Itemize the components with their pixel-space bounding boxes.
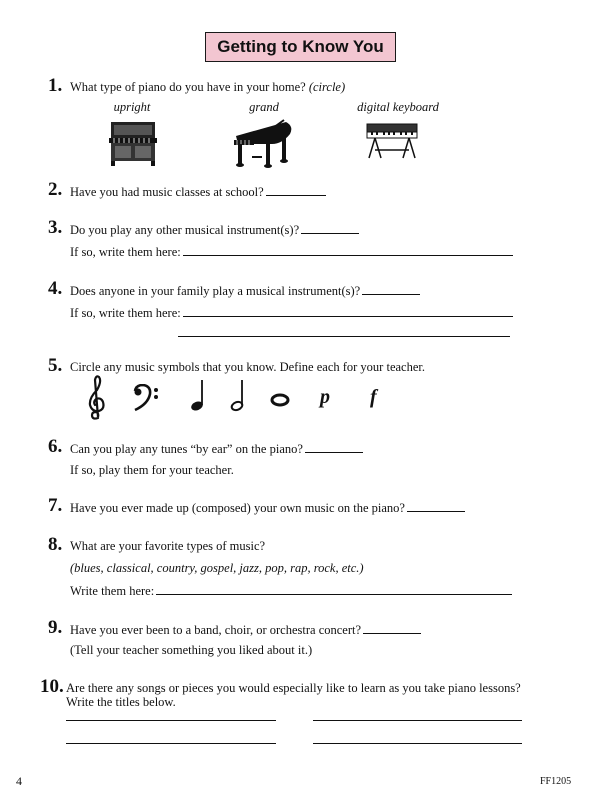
publication-code: FF1205: [540, 776, 572, 787]
question-sub-6: If so, play them for your teacher.: [70, 463, 234, 477]
question-number-9: 9.: [48, 617, 63, 638]
question-text-9: Have you ever been to a band, choir, or orchestra concert?: [70, 622, 421, 638]
piano-dynamic-icon: p: [320, 386, 330, 408]
question-number-8: 8.: [48, 534, 63, 555]
answer-line[interactable]: [183, 305, 513, 317]
question-number-7: 7.: [48, 495, 63, 516]
answer-line[interactable]: [178, 336, 510, 337]
piano-label-grand: grand: [249, 100, 279, 114]
question-text-8: What are your favorite types of music?: [70, 539, 266, 553]
answer-line[interactable]: [363, 622, 421, 634]
question-number-6: 6.: [48, 436, 63, 457]
question-text-3: Do you play any other musical instrument(s)?: [70, 222, 359, 238]
question-number-2: 2.: [48, 179, 63, 200]
question-number-3: 3.: [48, 217, 63, 238]
upright-piano-icon: [108, 120, 158, 166]
title-answer-line[interactable]: [313, 720, 522, 721]
title-answer-line[interactable]: [313, 743, 522, 744]
question-text-6: Can you play any tunes “by ear” on the piano?: [70, 441, 363, 457]
quarter-note-icon: [190, 378, 206, 412]
question-number-10: 10.: [40, 676, 64, 697]
forte-dynamic-icon: f: [370, 386, 377, 408]
digital-keyboard-icon: [365, 122, 419, 162]
question-text-2: Have you had music classes at school?: [70, 184, 326, 200]
question-sub-10: Write the titles below.: [66, 695, 176, 709]
question-text-10: Are there any songs or pieces you would especially like to learn as you take piano lessons?: [66, 681, 521, 695]
answer-line[interactable]: [156, 583, 512, 595]
question-number-4: 4.: [48, 278, 63, 299]
answer-line[interactable]: [183, 244, 513, 256]
question-sub-9: (Tell your teacher something you liked about it.): [70, 643, 313, 657]
piano-label-digital-keyboard: digital keyboard: [357, 100, 439, 114]
treble-clef-icon: [86, 374, 108, 422]
question-number-5: 5.: [48, 355, 63, 376]
answer-line[interactable]: [362, 283, 420, 295]
grand-piano-icon: [232, 118, 296, 168]
question-sub-8: Write them here:: [70, 583, 512, 599]
question-sub-3: If so, write them here:: [70, 244, 513, 260]
answer-line[interactable]: [407, 500, 465, 512]
bass-clef-icon: [132, 384, 162, 412]
half-note-icon: [230, 378, 246, 412]
answer-line[interactable]: [305, 441, 363, 453]
question-text-5: Circle any music symbols that you know. Define each for your teacher.: [70, 360, 425, 374]
whole-note-icon: [270, 393, 290, 407]
question-text-1: What type of piano do you have in your home? (circle): [70, 80, 346, 94]
question-text-4: Does anyone in your family play a musical instrument(s)?: [70, 283, 420, 299]
title-answer-line[interactable]: [66, 720, 276, 721]
answer-line[interactable]: [301, 222, 359, 234]
question-hint-1: (circle): [308, 80, 346, 94]
question-text-7: Have you ever made up (composed) your own music on the piano?: [70, 500, 465, 516]
question-hint-8: (blues, classical, country, gospel, jazz, pop, rap, rock, etc.): [70, 561, 364, 575]
title-answer-line[interactable]: [66, 743, 276, 744]
question-sub-4: If so, write them here:: [70, 305, 513, 321]
piano-label-upright: upright: [113, 100, 151, 114]
answer-line[interactable]: [266, 184, 326, 196]
page-title: Getting to Know You: [205, 32, 396, 62]
question-number-1: 1.: [48, 75, 63, 96]
page-number: 4: [16, 774, 22, 788]
